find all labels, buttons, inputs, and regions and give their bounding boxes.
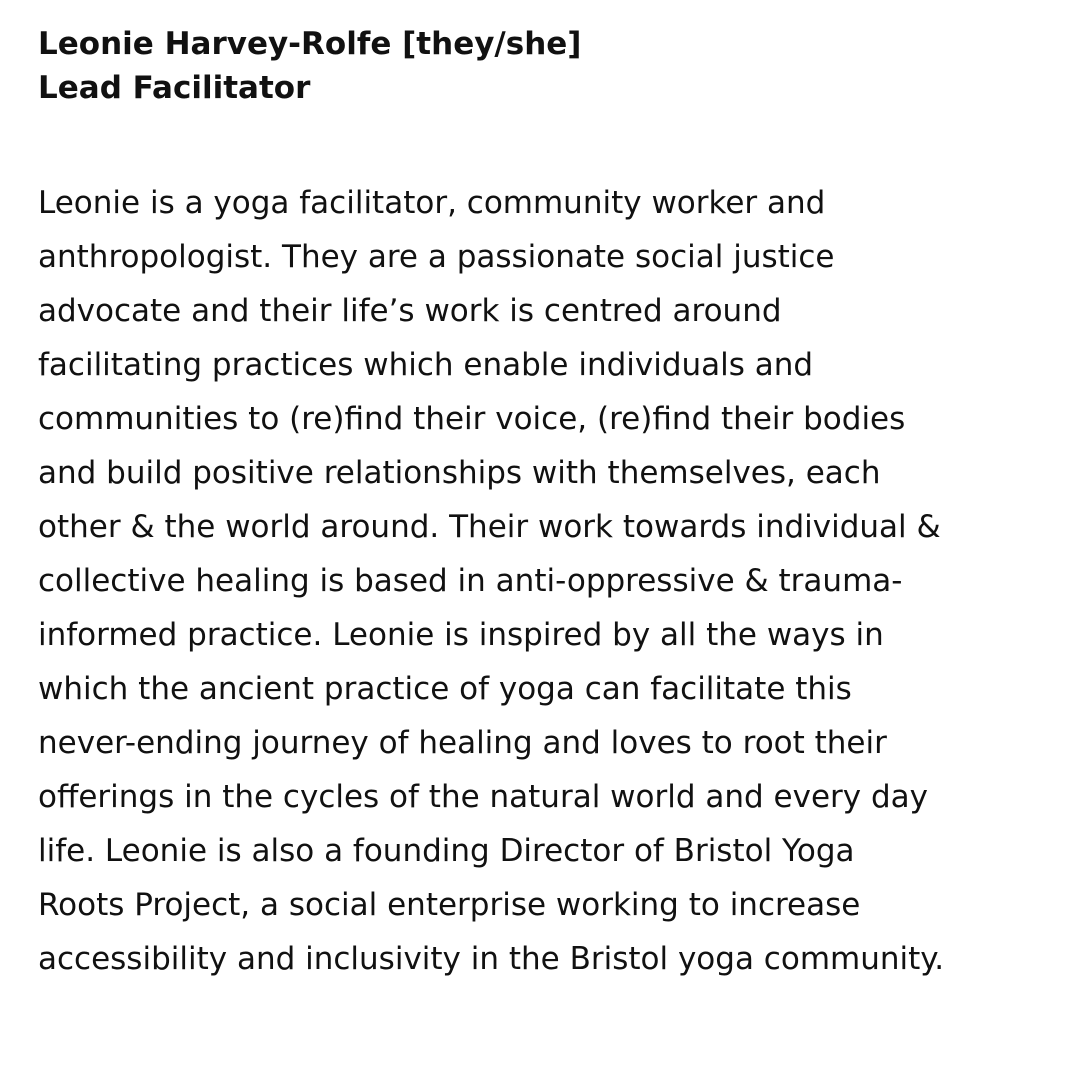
bio-line: communities to (re)find their voice, (re)find their bodies	[38, 401, 906, 437]
bio-line: never-ending journey of healing and loves to root their	[38, 725, 887, 761]
bio-line: anthropologist. They are a passionate social justice	[38, 239, 835, 275]
bio-line: collective healing is based in anti-oppressive & trauma-	[38, 563, 903, 599]
bio-line: accessibility and inclusivity in the Bristol yoga community.	[38, 941, 945, 977]
bio-line: advocate and their life’s work is centred around	[38, 293, 782, 329]
bio-line: Leonie is a yoga facilitator, community worker and	[38, 185, 826, 221]
bio-line: life. Leonie is also a founding Director of Bristol Yoga	[38, 833, 855, 869]
bio-text	[38, 176, 1058, 986]
bio-line: other & the world around. Their work towards individual &	[38, 509, 941, 545]
bio-header	[38, 22, 1058, 110]
bio-line: Roots Project, a social enterprise working to increase	[38, 887, 861, 923]
bio-card	[38, 22, 1058, 986]
bio-line: informed practice. Leonie is inspired by all the ways in	[38, 617, 884, 653]
bio-line: and build positive relationships with themselves, each	[38, 455, 881, 491]
person-name: Leonie Harvey-Rolfe [they/she]	[38, 26, 582, 62]
person-role: Lead Facilitator	[38, 70, 311, 106]
bio-line: offerings in the cycles of the natural world and every day	[38, 779, 929, 815]
bio-line: which the ancient practice of yoga can facilitate this	[38, 671, 852, 707]
bio-line: facilitating practices which enable individuals and	[38, 347, 814, 383]
